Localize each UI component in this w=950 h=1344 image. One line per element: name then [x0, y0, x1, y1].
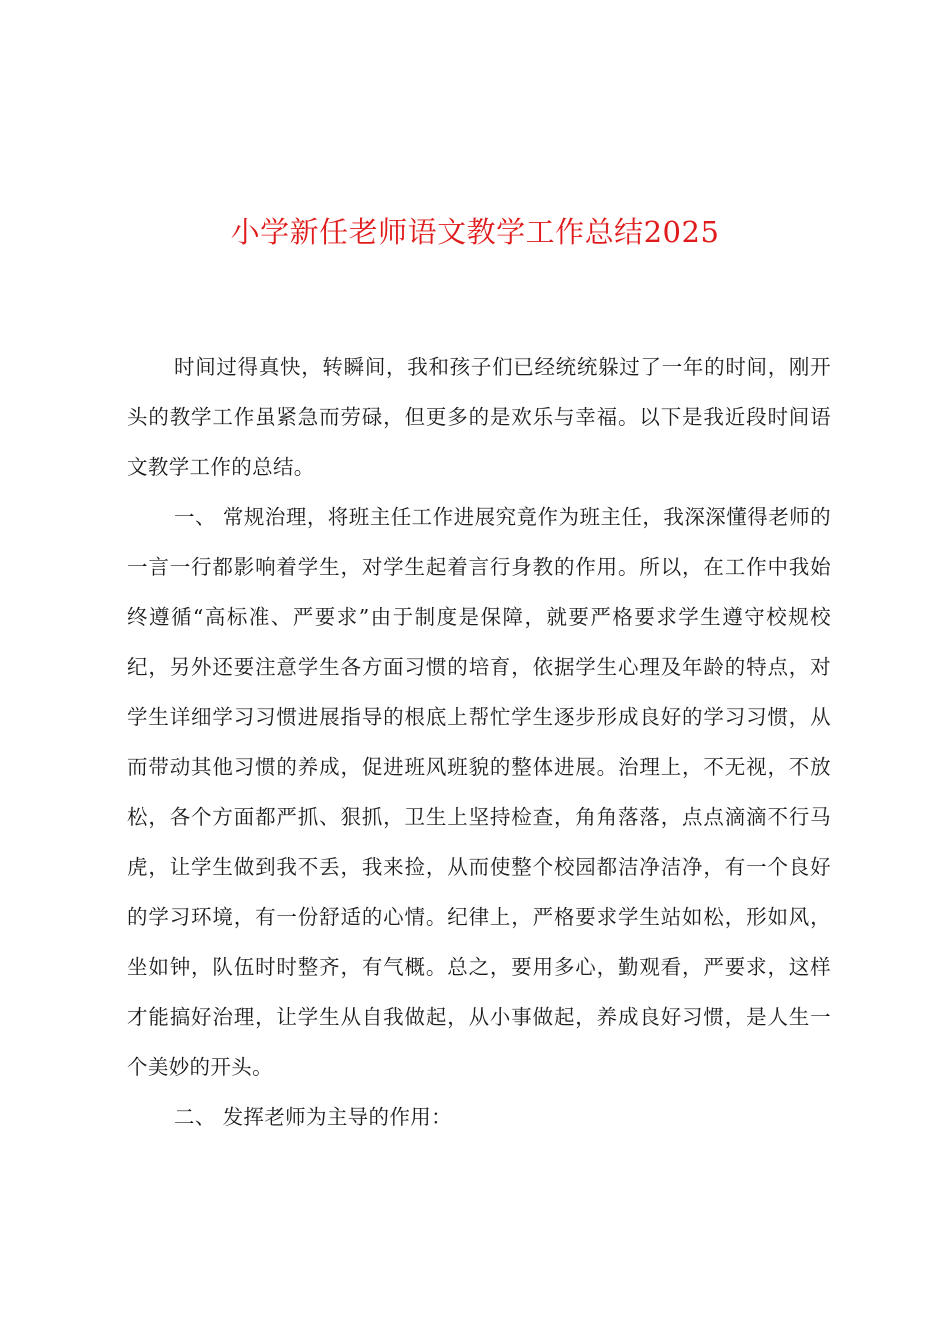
paragraph-section-one: 一、 常规治理，将班主任工作进展究竟作为班主任，我深深懂得老师的一言一行都影响着学生，对学生起着言行身教的作用。所以，在工作中我始终遵循“高标准、严要求”由于制度是保障，就要严格要求学生遵守校规校纪，另外还要注意学生各方面习惯的培育，依据学生心理及年龄的特点，对学生详细学习习惯进展指导的根底上帮忙学生逐步形成良好的学习习惯，从而带动其他习惯的养成，促进班风班貌的整体进展。治理上，不无视，不放松，各个方面都严抓、狠抓，卫生上坚持检查，角角落落，点点滴滴不行马虎，让学生做到我不丢，我来捡，从而使整个校园都洁净洁净，有一个良好的学习环境，有一份舒适的心情。纪律上，严格要求学生站如松，形如风，坐如钟，队伍时时整齐，有气概。总之，要用多心，勤观看，严要求，这样才能搞好治理，让学生从自我做起，从小事做起，养成良好习惯，是人生一个美妙的开头。 [127, 505, 831, 1079]
document-title: 小学新任老师语文教学工作总结2025 [230, 215, 720, 249]
paragraph-intro: 时间过得真快，转瞬间，我和孩子们已经统统躲过了一年的时间，刚开头的教学工作虽紧急而劳碌，但更多的是欢乐与幸福。以下是我近段时间语文教学工作的总结。 [127, 355, 831, 479]
paragraph-section-two-heading: 二、 发挥老师为主导的作用： [174, 1105, 452, 1129]
